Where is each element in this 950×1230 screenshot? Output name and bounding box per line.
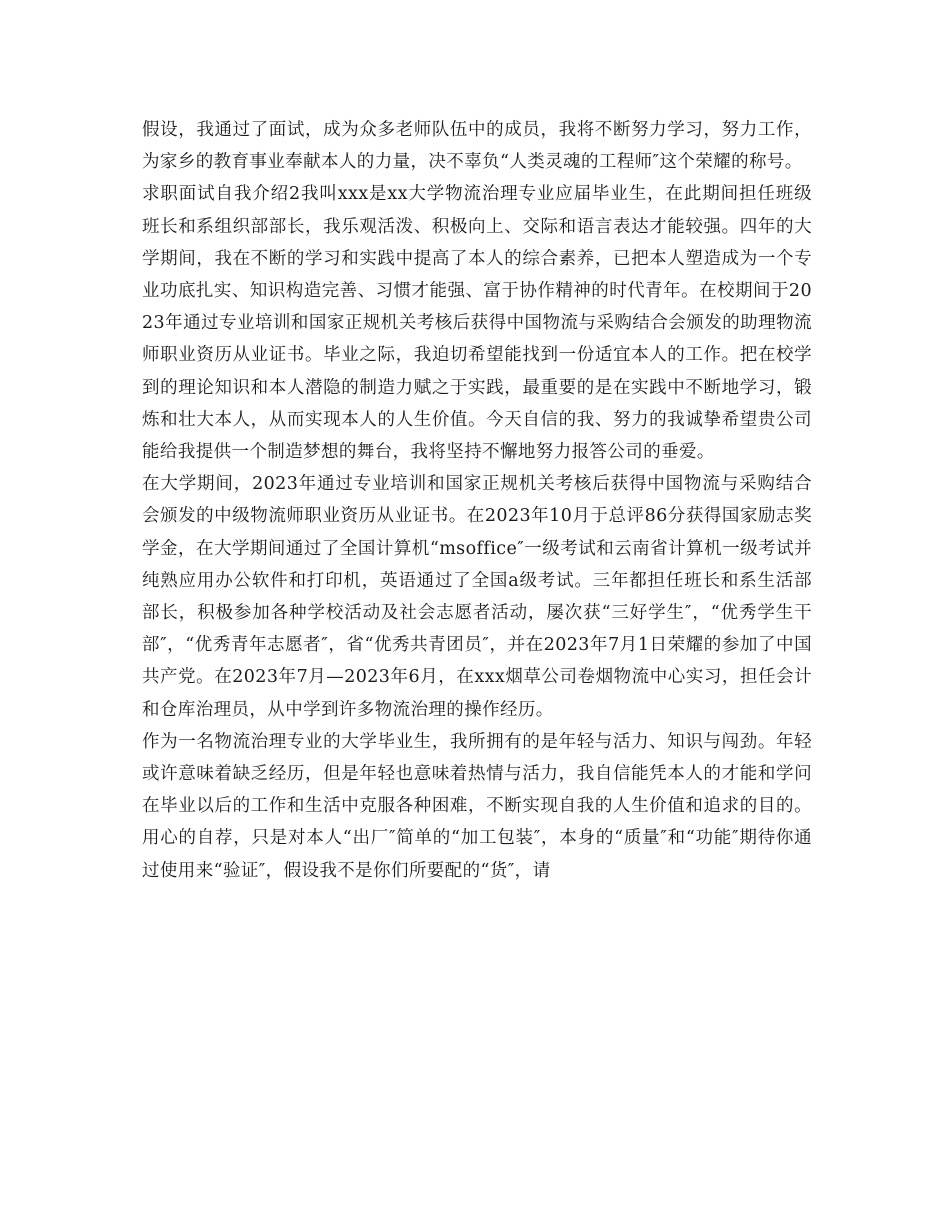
- document-page: [142, 114, 812, 887]
- paragraph-university-achievements: 在大学期间，2023年通过专业培训和国家正规机关考核后获得中国物流与采购结合会颁发的中级物流师职业资历从业证书。在2023年10月于总评86分获得国家励志奖学金，在大学期间通过了全国计算机“msoffice″一级考试和云南省计算机一级考试并纯熟应用办公软件和打印机，英语通过了全国a级考试。三年都担任班长和系生活部部长，积极参加各种学校活动及社会志愿者活动，屡次获“三好学生″，“优秀学生干部″，“优秀青年志愿者″，省“优秀共青团员″，并在2023年7月1日荣耀的参加了中国共产党。在2023年7月—2023年6月，在xxx烟草公司卷烟物流中心实习，担任会计和仓库治理员，从中学到许多物流治理的操作经历。: [142, 474, 812, 720]
- paragraph-self-introduction: 求职面试自我介绍2我叫xxx是xx大学物流治理专业应届毕业生，在此期间担任班级班长和系组织部部长，我乐观活泼、积极向上、交际和语言表达才能较强。四年的大学期间，我在不断的学习和实践中提高了本人的综合素养，已把本人塑造成为一个专业功底扎实、知识构造完善、习惯才能强、富于协作精神的时代青年。在校期间于2023年通过专业培训和国家正规机关考核后获得中国物流与采购结合会颁发的助理物流师职业资历从业证书。毕业之际，我迫切希望能找到一份适宜本人的工作。把在校学到的理论知识和本人潜隐的制造力赋之于实践，最重要的是在实践中不断地学习，锻炼和壮大本人，从而实现本人的人生价值。今天自信的我、努力的我诚挚希望贵公司能给我提供一个制造梦想的舞台，我将坚持不懈地努力报答公司的垂爱。: [142, 184, 812, 463]
- paragraph-self-recommendation: 作为一名物流治理专业的大学毕业生，我所拥有的是年轻与活力、知识与闯劲。年轻或许意味着缺乏经历，但是年轻也意味着热情与活力，我自信能凭本人的才能和学问在毕业以后的工作和生活中克服各种困难，不断实现自我的人生价值和追求的目的。用心的自荐，只是对本人“出厂″简单的“加工包装″，本身的“质量″和“功能″期待你通过使用来“验证″，假设我不是你们所要配的“货″，请: [142, 731, 812, 881]
- paragraph-interview-closing: 假设，我通过了面试，成为众多老师队伍中的成员，我将不断努力学习，努力工作，为家乡的教育事业奉献本人的力量，决不辜负“人类灵魂的工程师″这个荣耀的称号。: [142, 120, 812, 173]
